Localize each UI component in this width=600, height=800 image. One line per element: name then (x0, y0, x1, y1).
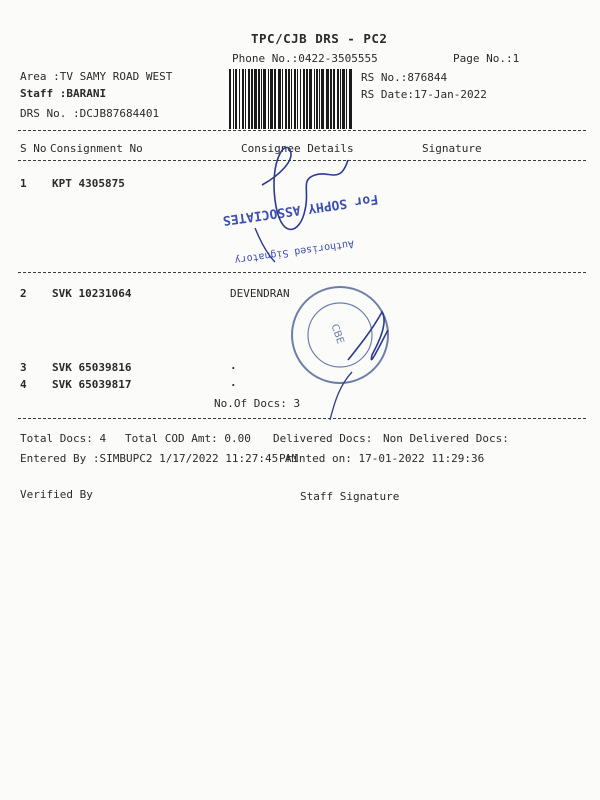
barcode-bar (235, 69, 237, 129)
barcode-bar (300, 69, 301, 129)
barcode-bar (239, 69, 240, 129)
row-consignment-no: KPT 4305875 (52, 177, 125, 190)
company-stamp (222, 191, 385, 266)
barcode-bar (309, 69, 312, 129)
total-docs: Total Docs: 4 (20, 432, 107, 445)
barcode-bar (245, 69, 246, 129)
svg-text:CBE: CBE (328, 322, 346, 346)
barcode-bar (258, 69, 260, 129)
barcode-bar (233, 69, 234, 129)
row-consignment-no: SVK 65039817 (52, 378, 132, 391)
barcode-bar (340, 69, 341, 129)
no-of-docs: No.Of Docs: 3 (214, 397, 301, 410)
barcode-bar (268, 69, 269, 129)
barcode-bar (321, 69, 324, 129)
row-sno: 4 (20, 378, 27, 391)
barcode-bar (337, 69, 339, 129)
barcode-bar (229, 69, 231, 129)
delivered-docs: Delivered Docs: (273, 432, 373, 445)
document-title: TPC/CJB DRS - PC2 (251, 31, 388, 46)
drs-number: DRS No. :DCJB87684401 (20, 107, 160, 120)
row-sno: 3 (20, 361, 27, 374)
row-sno: 2 (20, 287, 27, 300)
barcode-bar (291, 69, 292, 129)
barcode-bar (242, 69, 244, 129)
total-cod-amount: Total COD Amt: 0.00 (125, 432, 251, 445)
divider (18, 272, 586, 273)
barcode-bar (303, 69, 305, 129)
column-header-signature: Signature (422, 142, 482, 155)
barcode-bar (330, 69, 332, 129)
barcode-bar (278, 69, 281, 129)
barcode-bar (314, 69, 315, 129)
row-sno: 1 (20, 177, 27, 190)
barcode-bar (306, 69, 308, 129)
area-field: Area :TV SAMY ROAD WEST (20, 70, 173, 83)
svg-text:Authorised Signatory: Authorised Signatory (233, 237, 355, 266)
printed-on: Printed on: 17-01-2022 11:29:36 (279, 452, 485, 465)
svg-text:For SOPHY ASSOCIATES: For SOPHY ASSOCIATES (221, 190, 379, 228)
row-consignee: . (230, 359, 237, 372)
phone-number: Phone No.:0422-3505555 (232, 52, 378, 65)
barcode-bar (288, 69, 290, 129)
barcode-bar (349, 69, 352, 129)
row-consignee: . (230, 376, 237, 389)
staff-signature-label: Staff Signature (300, 490, 400, 503)
barcode-bar (282, 69, 283, 129)
row-consignee: DEVENDRAN (230, 287, 290, 300)
divider (18, 418, 586, 419)
row-consignment-no: SVK 10231064 (52, 287, 132, 300)
barcode-bar (263, 69, 266, 129)
non-delivered-docs: Non Delivered Docs: (383, 432, 509, 445)
barcode-bar (333, 69, 335, 129)
divider (18, 160, 586, 161)
rs-date: RS Date:17-Jan-2022 (361, 88, 487, 101)
row-consignment-no: SVK 65039816 (52, 361, 132, 374)
column-header-sno: S No (20, 142, 47, 155)
column-header-consignment: Consignment No (50, 142, 143, 155)
page-number: Page No.:1 (453, 52, 520, 65)
barcode-bar (274, 69, 276, 129)
divider (18, 130, 586, 131)
barcode-bar (261, 69, 262, 129)
barcode-bar (254, 69, 257, 129)
signature-stroke (348, 312, 388, 360)
column-header-consignee: Consignee Details (241, 142, 354, 155)
barcode-bar (326, 69, 329, 129)
barcode-bar (297, 69, 298, 129)
signature-stroke (255, 228, 275, 262)
barcode-bar (342, 69, 345, 129)
rs-number: RS No.:876844 (361, 71, 448, 84)
barcode-bar (294, 69, 296, 129)
barcode (229, 69, 353, 129)
round-seal (292, 287, 388, 383)
barcode-bar (346, 69, 347, 129)
barcode-bar (285, 69, 287, 129)
barcode-bar (251, 69, 253, 129)
barcode-bar (319, 69, 320, 129)
staff-field: Staff :BARANI (20, 87, 107, 100)
barcode-bar (316, 69, 318, 129)
barcode-bar (248, 69, 250, 129)
verified-by-label: Verified By (20, 488, 93, 501)
entered-by: Entered By :SIMBUPC2 1/17/2022 11:27:45 AM (20, 452, 299, 465)
signature-stroke (330, 372, 352, 420)
barcode-bar (270, 69, 273, 129)
